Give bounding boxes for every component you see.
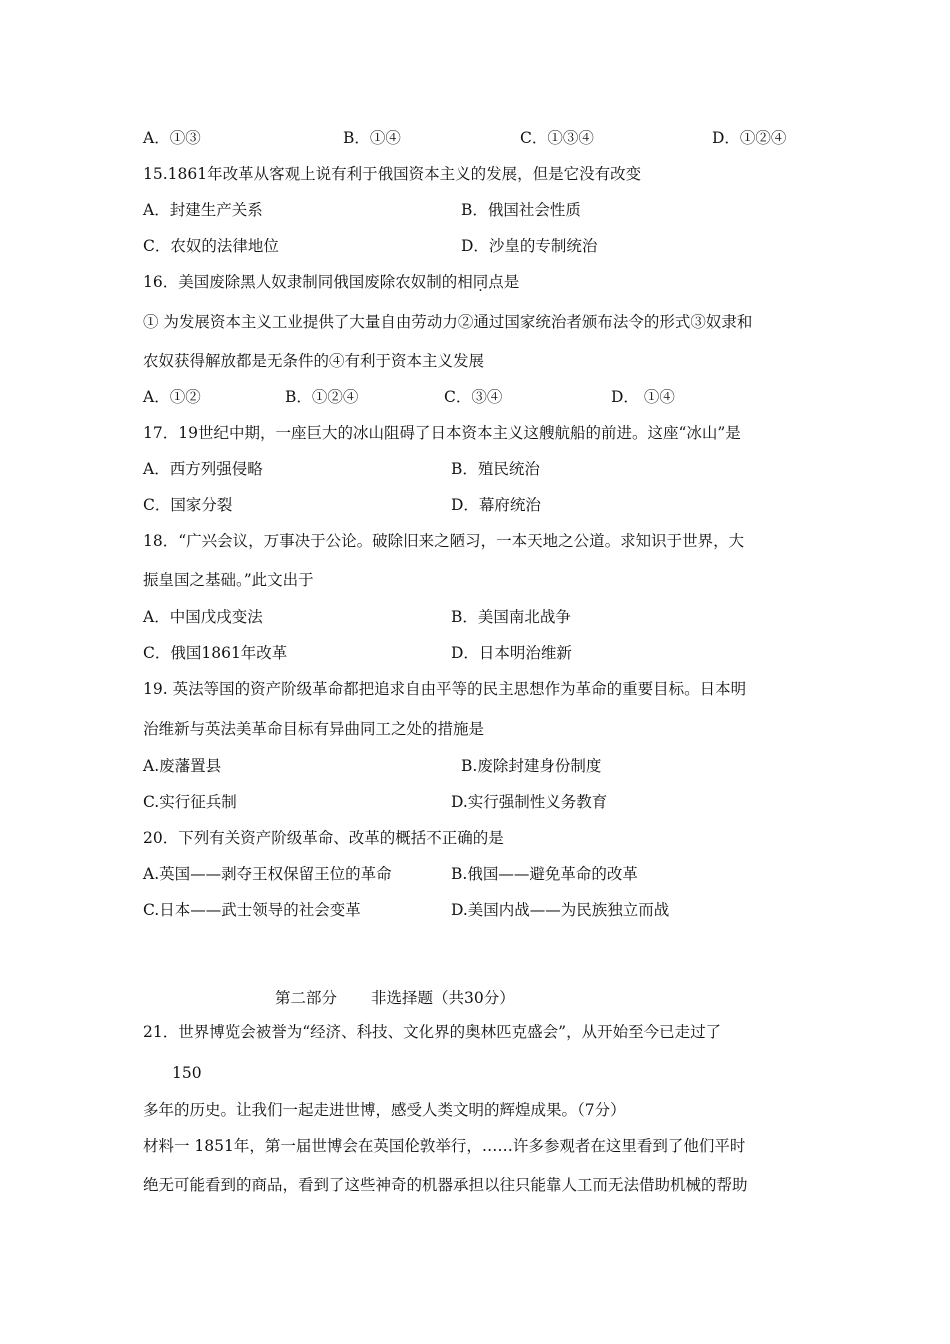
q15-option-c: C．农奴的法律地位 bbox=[143, 237, 279, 255]
q19-option-a: A.废藩置县 bbox=[143, 757, 222, 775]
q14-option-c: C．①③④ bbox=[520, 129, 594, 147]
q21-stem-number: 150 bbox=[172, 1064, 202, 1082]
q17-stem: 17．19世纪中期，一座巨大的冰山阻碍了日本资本主义这艘航船的前进。这座“冰山”是 bbox=[143, 424, 741, 442]
q19-stem-line1: 19. 英法等国的资产阶级革命都把追求自由平等的民主思想作为革命的重要目标。日本明 bbox=[143, 680, 747, 698]
part2-heading bbox=[275, 986, 515, 1008]
q16-body-line2: 农奴获得解放都是无条件的④有利于资本主义发展 bbox=[143, 352, 485, 370]
q18-option-c: C．俄国1861年改革 bbox=[143, 644, 288, 662]
q16-option-d: D． ①④ bbox=[611, 388, 675, 406]
q18-option-b: B．美国南北战争 bbox=[451, 608, 571, 626]
q21-stem-line2: 多年的历史。让我们一起走进世博，感受人类文明的辉煌成果。（7分） bbox=[143, 1101, 626, 1119]
q20-stem: 20．下列有关资产阶级革命、改革的概括不正确的是 bbox=[143, 829, 504, 847]
q16-options bbox=[143, 387, 823, 407]
q16-body-line1: ① 为发展资本主义工业提供了大量自由劳动力②通过国家统治者颁布法令的形式③奴隶和 bbox=[143, 313, 753, 331]
q17-option-d: D．幕府统治 bbox=[451, 496, 541, 514]
q19-options-row1 bbox=[143, 756, 823, 776]
q17-option-a: A．西方列强侵略 bbox=[143, 460, 263, 478]
q17-option-c: C．国家分裂 bbox=[143, 496, 233, 514]
q14-option-d: D．①②④ bbox=[712, 129, 787, 147]
q14-options bbox=[143, 128, 823, 148]
q19-stem-line2: 治维新与英法美革命目标有异曲同工之处的措施是 bbox=[143, 720, 485, 738]
q16-option-c: C．③④ bbox=[444, 388, 503, 406]
q20-options-row1 bbox=[143, 864, 823, 884]
q19-option-c: C.实行征兵制 bbox=[143, 793, 237, 811]
q17-options-row1 bbox=[143, 459, 823, 479]
q18-stem-line1: 18．“广兴会议，万事决于公论。破除旧来之陋习，一本天地之公道。求知识于世界，大 bbox=[143, 532, 745, 550]
q14-option-a: A．①③ bbox=[143, 129, 201, 147]
q15-option-b: B．俄国社会性质 bbox=[461, 201, 581, 219]
q20-option-a: A.英国——剥夺王权保留王位的革命 bbox=[143, 865, 392, 883]
q16-stem-emphasis: 相同点 bbox=[457, 273, 504, 291]
q21-material-line2: 绝无可能看到的商品，看到了这些神奇的机器承担以往只能靠人工而无法借助机械的帮助 bbox=[143, 1176, 748, 1194]
part2-label: 第二部分 bbox=[275, 989, 338, 1007]
q16-stem-before: 16．美国废除黑人奴隶制同俄国废除农奴制的 bbox=[143, 273, 458, 291]
q16-stem-after: 是 bbox=[503, 273, 520, 291]
q14-option-b: B．①④ bbox=[343, 129, 401, 147]
q18-option-d: D．日本明治维新 bbox=[451, 644, 572, 662]
q21-stem-line1: 21．世界博览会被誉为“经济、科技、文化界的奥林匹克盛会”，从开始至今已走过了 bbox=[143, 1023, 722, 1041]
q18-options-row2 bbox=[143, 643, 823, 663]
q18-option-a: A．中国戊戌变法 bbox=[143, 608, 263, 626]
q16-stem bbox=[143, 272, 519, 292]
q18-options-row1 bbox=[143, 607, 823, 627]
q18-stem-line2: 振皇国之基础。”此文出于 bbox=[143, 571, 314, 589]
q19-options-row2 bbox=[143, 792, 823, 812]
q19-option-b: B.废除封建身份制度 bbox=[461, 757, 602, 775]
part2-title: 非选择题（共30分） bbox=[371, 989, 515, 1007]
q20-option-d: D.美国内战——为民族独立而战 bbox=[451, 901, 670, 919]
q20-option-b: B.俄国——避免革命的改革 bbox=[451, 865, 638, 883]
q17-options-row2 bbox=[143, 495, 823, 515]
q15-option-a: A．封建生产关系 bbox=[143, 201, 263, 219]
q15-options-row1 bbox=[143, 200, 823, 220]
q21-material-line1: 材料一 1851年，第一届世博会在英国伦敦举行，……许多参观者在这里看到了他们平时 bbox=[143, 1137, 746, 1155]
q16-option-b: B．①②④ bbox=[285, 388, 359, 406]
q15-stem: 15.1861年改革从客观上说有利于俄国资本主义的发展，但是它没有改变 bbox=[143, 165, 642, 183]
q17-option-b: B．殖民统治 bbox=[451, 460, 540, 478]
q16-option-a: A．①② bbox=[143, 388, 201, 406]
q20-options-row2 bbox=[143, 900, 823, 920]
q15-options-row2 bbox=[143, 236, 823, 256]
q19-option-d: D.实行强制性义务教育 bbox=[451, 793, 608, 811]
q15-option-d: D．沙皇的专制统治 bbox=[461, 237, 598, 255]
q20-option-c: C.日本——武士领导的社会变革 bbox=[143, 901, 361, 919]
